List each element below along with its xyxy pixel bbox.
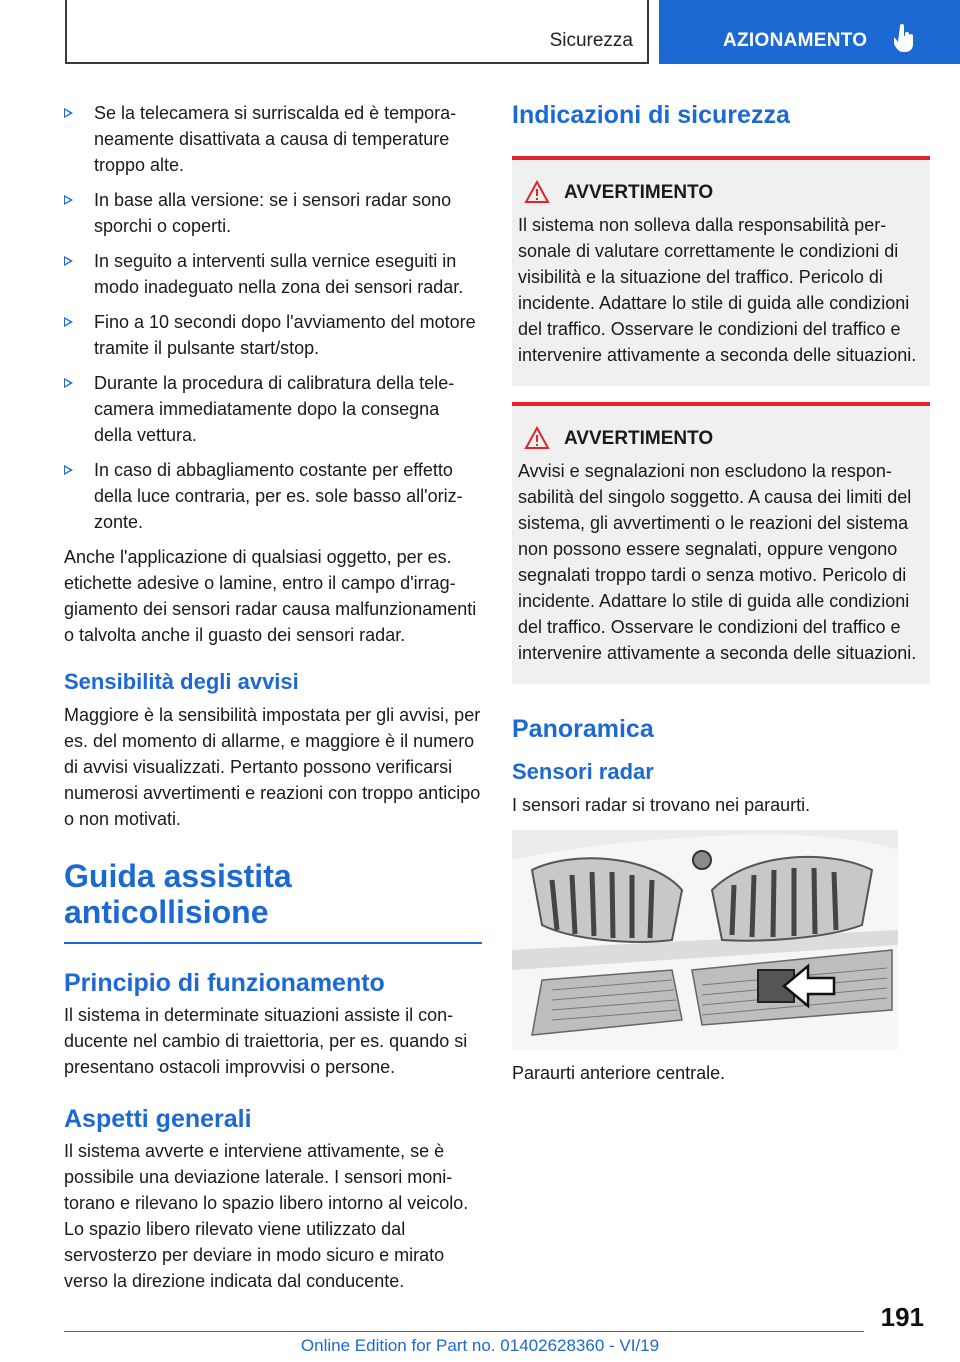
paragraph-sensori: I sensori radar si trovano nei paraurti. bbox=[512, 795, 811, 815]
list-item: Se la telecamera si surriscalda ed è temporaneamente disattivata a causa di temperature troppo alte. bbox=[64, 100, 482, 178]
list-item: In caso di abbagliamento costante per effetto della luce contraria, per es. sole basso all'orizzonte. bbox=[64, 457, 482, 535]
heading-sensibilita: Sensibilità degli avvisi bbox=[64, 669, 299, 694]
paragraph-aspetti: Il sistema avverte e interviene attivamente, se è possibile una deviazione laterale. I sensori monitorano e rilevano lo spazio libero intorno al veicolo. Lo spazio libero rilevato viene utilizzato dal servosterzo per deviare in modo sicuro e mirato verso la direzione indicata dal conducente. bbox=[64, 1141, 469, 1291]
heading-indicazioni: Indicazioni di sicurezza bbox=[512, 101, 790, 129]
bullet-triangle-icon bbox=[64, 465, 73, 475]
heading-sensori-radar: Sensori radar bbox=[512, 759, 654, 784]
warning-triangle-icon bbox=[524, 180, 550, 204]
photo-caption: Paraurti anteriore centrale. bbox=[512, 1063, 726, 1083]
bullet-triangle-icon bbox=[64, 317, 73, 327]
paragraph-principio: Il sistema in determinate situazioni assiste il conducente nel cambio di traiettoria, per es. quando si presentano ostacoli improvvisi o persone. bbox=[64, 1005, 468, 1077]
list-item: Fino a 10 secondi dopo l'avviamento del motore tramite il pulsante start/stop. bbox=[64, 309, 482, 361]
car-bumper-illustration bbox=[512, 830, 898, 1050]
warning-text: Il sistema non solleva dalla responsabilità personale di valutare correttamente le condizioni di visibilità e la situazione del traffico. Pericolo di incidente. Adattare lo stile di guida alle condizioni del traffico. Osservare le condizioni del traffico e intervenire attivamente a seconda delle situazioni. bbox=[518, 215, 917, 365]
bullet-triangle-icon bbox=[64, 195, 73, 205]
list-item: In base alla versione: se i sensori radar sono sporchi o coperti. bbox=[64, 187, 482, 239]
list-item: In seguito a interventi sulla vernice eseguiti in modo inadeguato nella zona dei sensori radar. bbox=[64, 248, 482, 300]
heading-panoramica: Panoramica bbox=[512, 715, 654, 743]
warning-triangle-icon bbox=[524, 426, 550, 450]
footer-edition: Online Edition for Part no. 01402628360 - VI/19 bbox=[300, 1336, 660, 1355]
warning-box bbox=[512, 156, 930, 386]
chapter-label: AZIONAMENTO bbox=[723, 30, 868, 51]
right-column bbox=[512, 100, 930, 1086]
bullet-triangle-icon bbox=[64, 256, 73, 266]
paragraph-applicazione: Anche l'applicazione di qualsiasi oggetto, per es. etichette adesive o lamine, entro il campo d'irraggiamento dei sensori radar causa malfunzionamenti o talvolta anche il guasto dei sensori radar. bbox=[64, 547, 477, 645]
footer-rule bbox=[64, 1331, 864, 1332]
warning-text: Avvisi e segnalazioni non escludono la responsabilità del singolo soggetto. A causa dei limiti del sistema, gli avvertimenti o le reazioni del sistema non possono essere segnalati, oppure vengono segnalati troppo tardi o senza motivo. Pericolo di incidente. Adattare lo stile di guida alle condizioni del traffico. Osservare le condizioni del traffico e intervenire attivamente a seconda delle situazioni. bbox=[518, 461, 917, 663]
section-tab bbox=[65, 0, 649, 64]
warning-box bbox=[512, 402, 930, 684]
bullet-list bbox=[64, 100, 482, 535]
list-item: Durante la procedura di calibratura della telecamera immediatamente dopo la consegna della vettura. bbox=[64, 370, 482, 448]
left-column bbox=[64, 100, 482, 1294]
warning-title: AVVERTIMENTO bbox=[518, 180, 924, 206]
heading-rule bbox=[64, 942, 482, 944]
bumper-photo bbox=[512, 830, 898, 1050]
heading-aspetti: Aspetti generali bbox=[64, 1105, 252, 1133]
bullet-triangle-icon bbox=[64, 108, 73, 118]
heading-guida-assistita: Guida assistita anticollisione bbox=[64, 858, 292, 930]
paragraph-sensibilita: Maggiore è la sensibilità impostata per gli avvisi, per es. del momento di allarme, e maggiore è il numero di avvisi visualizzati. Pertanto possono verificarsi numerosi avvertimenti e reazioni con troppo anticipo o non motivati. bbox=[64, 705, 481, 829]
heading-principio: Principio di funzionamento bbox=[64, 969, 385, 997]
warning-title: AVVERTIMENTO bbox=[518, 426, 924, 452]
section-label: Sicurezza bbox=[549, 30, 633, 51]
bullet-triangle-icon bbox=[64, 378, 73, 388]
pointing-hand-icon bbox=[894, 24, 916, 54]
page-number: 191 bbox=[880, 1302, 924, 1332]
chapter-tab bbox=[659, 0, 960, 64]
